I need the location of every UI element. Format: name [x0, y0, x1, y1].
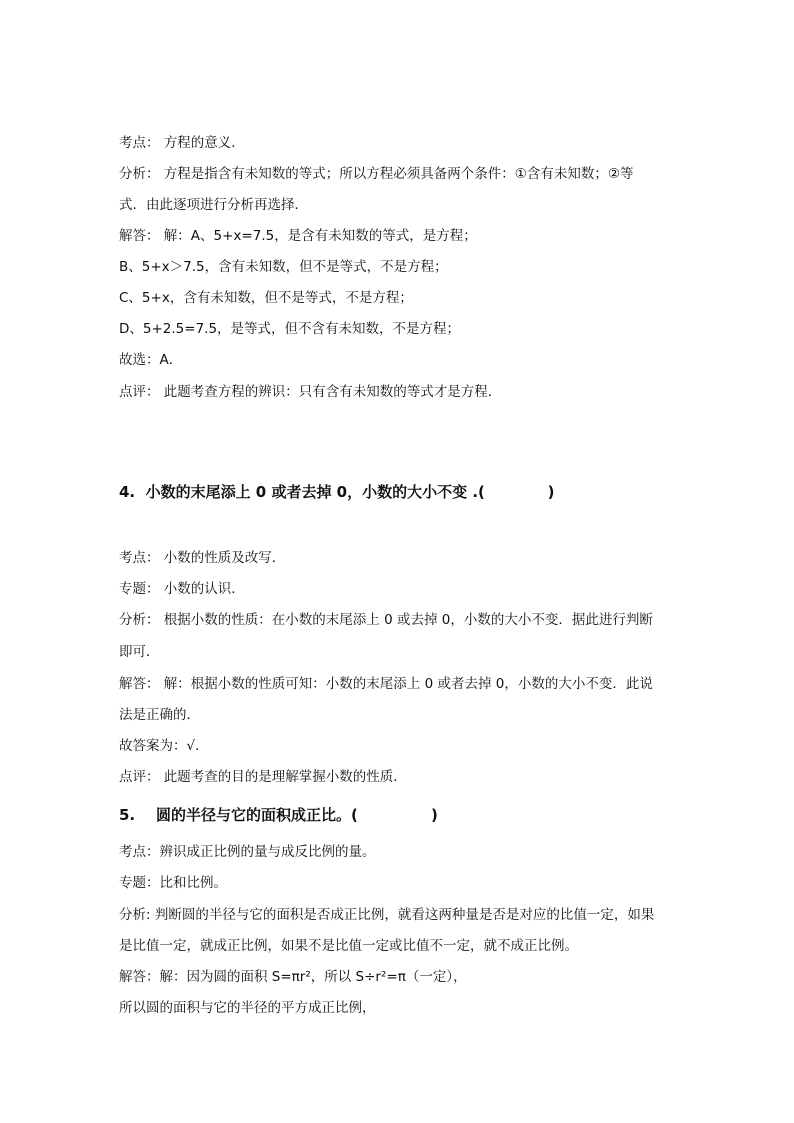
answer-line: 故答案为：√．: [119, 738, 209, 754]
kaodian-line: 考点： 方程的意义．: [119, 135, 245, 151]
dianping-line: 点评： 此题考查方程的辨识：只有含有未知数的等式才是方程．: [119, 384, 502, 400]
jieda-line-cont: 法是正确的．: [119, 707, 200, 723]
jieda-line-cont: 所以圆的面积与它的半径的平方成正比例，: [119, 1000, 376, 1016]
fenxi-line-cont: 是比值一定，就成正比例，如果不是比值一定或比值不一定，就不成正比例。: [119, 938, 578, 954]
fenxi-line: 分析: 判断圆的半径与它的面积是否成正比例，就看这两种量是否是对应的比值一定，如果: [119, 907, 655, 923]
option-d-line: D、5+2.5=7.5，是等式，但不含有未知数，不是方程；: [119, 321, 461, 337]
jieda-line: 解答： 解：根据小数的性质可知：小数的末尾添上 0 或者去掉 0，小数的大小不变．此说: [119, 676, 653, 692]
fenxi-line: 分析： 方程是指含有未知数的等式；所以方程必须具备两个条件：①含有未知数；②等: [119, 166, 634, 182]
question-5-title: 5. 圆的半径与它的面积成正比。( ): [119, 806, 438, 824]
fenxi-line: 分析： 根据小数的性质：在小数的末尾添上 0 或去掉 0，小数的大小不变．据此进行判断: [119, 612, 653, 628]
jieda-line: 解答： 解：A、5+x=7.5，是含有未知数的等式，是方程；: [119, 228, 477, 244]
answer-line: 故选：A．: [119, 352, 183, 368]
zhuanti-line: 专题： 小数的认识．: [119, 581, 245, 597]
fenxi-line-cont: 式．由此逐项进行分析再选择．: [119, 197, 308, 213]
dianping-line: 点评： 此题考查的目的是理解掌握小数的性质．: [119, 769, 407, 785]
option-c-line: C、5+x，含有未知数，但不是等式，不是方程；: [119, 290, 413, 306]
question-4-title: 4. 小数的末尾添上 0 或者去掉 0，小数的大小不变 .( ): [119, 483, 555, 501]
option-b-line: B、5+x＞7.5，含有未知数，但不是等式，不是方程；: [119, 259, 448, 275]
kaodian-line: 考点：辨识成正比例的量与成反比例的量。: [119, 844, 376, 860]
kaodian-line: 考点： 小数的性质及改写．: [119, 550, 286, 566]
jieda-line: 解答：解：因为圆的面积 S=πr²，所以 S÷r²=π（一定），: [119, 969, 467, 985]
zhuanti-line: 专题：比和比例。: [119, 875, 227, 891]
fenxi-line-cont: 即可．: [119, 644, 160, 660]
